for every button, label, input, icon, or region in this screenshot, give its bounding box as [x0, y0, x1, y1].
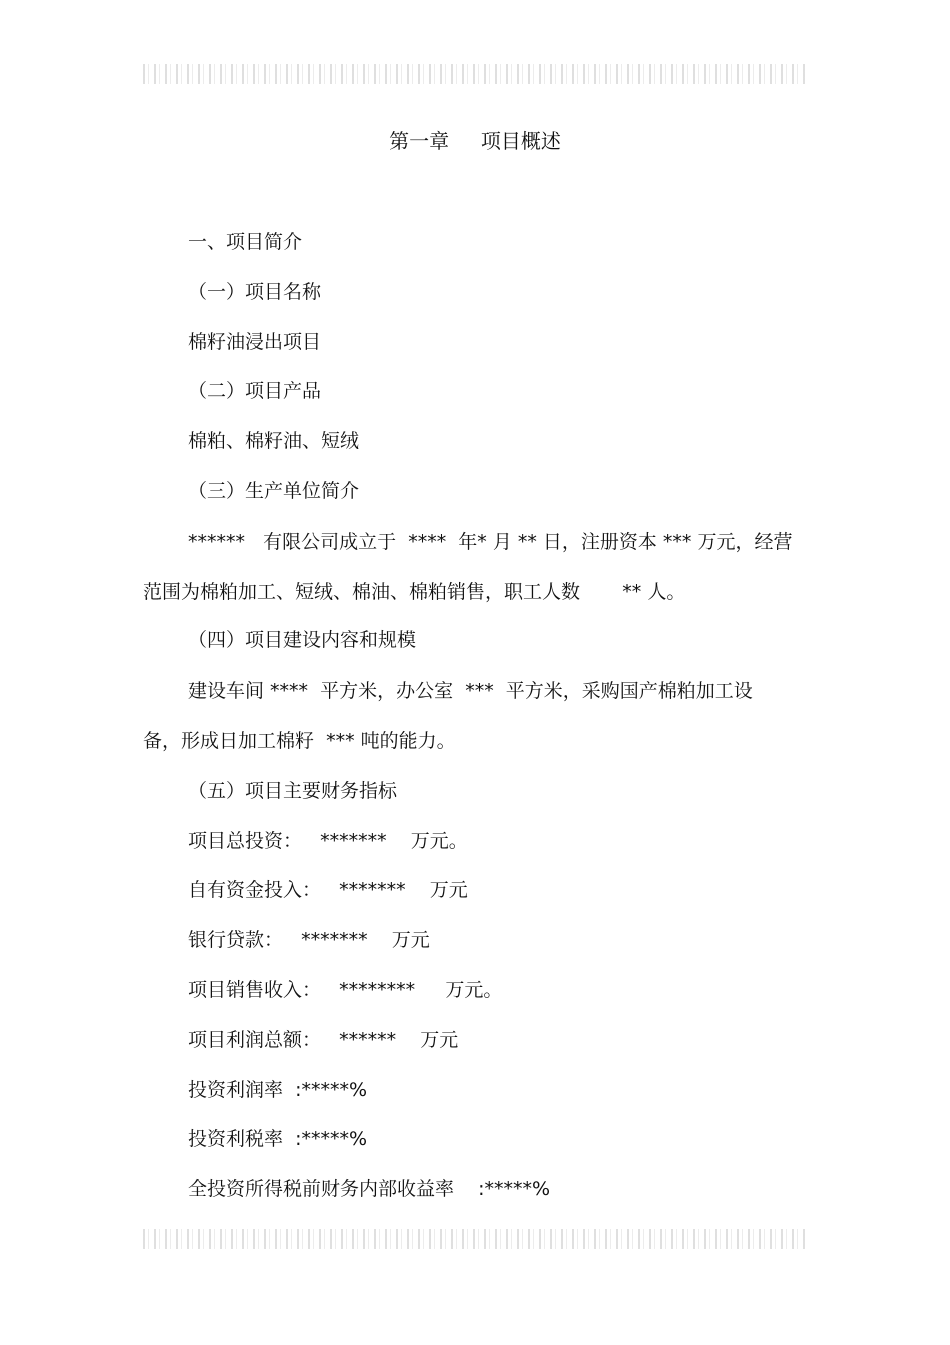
section-heading-overview: 一、项目简介 — [188, 231, 303, 253]
subheading-construction-scale: （四）项目建设内容和规模 — [188, 629, 417, 651]
subheading-company-intro: （三）生产单位简介 — [188, 480, 360, 502]
total-profit: 项目利润总额： ****** 万元 — [188, 1029, 459, 1051]
sales-revenue: 项目销售收入： ******** 万元。 — [188, 979, 503, 1001]
investment-profit-rate: 投资利润率 :*****% — [188, 1079, 368, 1101]
construction-scale-line-1: 建设车间 **** 平方米，办公室 *** 平方米，采购国产棉粕加工设 — [188, 680, 753, 702]
company-intro-line-1: ****** 有限公司成立于 **** 年* 月 ** 日，注册资本 *** 万元，经营 — [188, 531, 793, 553]
investment-tax-rate: 投资利税率 :*****% — [188, 1128, 368, 1150]
subheading-project-products: （二）项目产品 — [188, 380, 322, 402]
internal-rate-of-return: 全投资所得税前财务内部收益率 :*****% — [188, 1178, 551, 1200]
header-watermark-noise — [143, 64, 808, 84]
bank-loan: 银行贷款： ******* 万元 — [188, 929, 430, 951]
company-intro-line-2: 范围为棉粕加工、短绒、棉油、棉粕销售，职工人数 ** 人。 — [143, 581, 686, 603]
subheading-project-name: （一）项目名称 — [188, 281, 322, 303]
project-name-value: 棉籽油浸出项目 — [188, 331, 322, 353]
total-investment: 项目总投资： ******* 万元。 — [188, 830, 468, 852]
construction-scale-line-2: 备，形成日加工棉籽 *** 吨的能力。 — [143, 730, 456, 752]
footer-watermark-noise — [143, 1229, 808, 1249]
subheading-financial-indicators: （五）项目主要财务指标 — [188, 780, 398, 802]
chapter-title: 第一章 项目概述 — [389, 129, 561, 153]
own-capital: 自有资金投入： ******* 万元 — [188, 879, 468, 901]
project-products-value: 棉粕、棉籽油、短绒 — [188, 430, 360, 452]
